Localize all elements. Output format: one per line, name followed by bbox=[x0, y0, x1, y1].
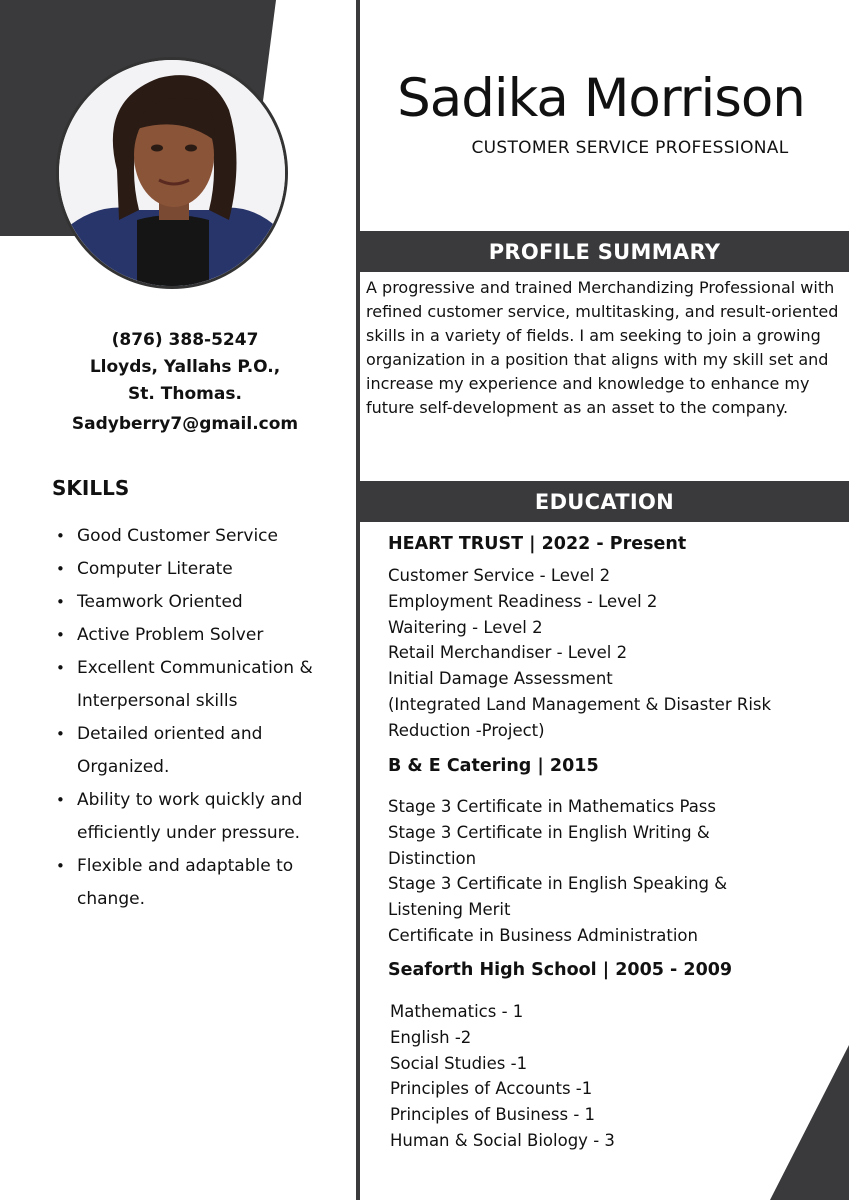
education-line: Principles of Business - 1 bbox=[390, 1105, 596, 1125]
education-line: Employment Readiness - Level 2 bbox=[388, 591, 658, 611]
education-line: Stage 3 Certificate in Mathematics Pass bbox=[388, 797, 716, 816]
skills-list bbox=[46, 520, 346, 916]
education-line: Retail Merchandiser - Level 2 bbox=[388, 643, 628, 663]
contact-phone: (876) 388-5247 bbox=[111, 330, 259, 350]
profile-photo bbox=[56, 57, 288, 289]
skill-item: • Excellent Communication & Interpersonal skills bbox=[46, 652, 346, 718]
education-entry-details bbox=[388, 794, 828, 949]
education-entry-heading: B & E Catering | 2015 bbox=[388, 756, 599, 776]
skill-item: • Active Problem Solver bbox=[46, 619, 346, 652]
skill-item: • Ability to work quickly and efficiently under pressure. bbox=[46, 784, 346, 850]
education-line: English -2 bbox=[390, 1027, 472, 1047]
education-line: Stage 3 Certificate in English Writing & bbox=[388, 822, 710, 842]
education-line: Reduction -Project) bbox=[388, 720, 545, 740]
education-line: Distinction bbox=[388, 848, 477, 868]
contact-email: Sadyberry7@gmail.com bbox=[71, 414, 299, 434]
skill-item: • Teamwork Oriented bbox=[46, 586, 346, 619]
education-line: Principles of Accounts -1 bbox=[390, 1079, 593, 1099]
skill-item: • Detailed oriented and Organized. bbox=[46, 718, 346, 784]
skills-heading: SKILLS bbox=[52, 476, 130, 500]
education-line: Stage 3 Certificate in English Speaking & bbox=[388, 874, 728, 894]
column-divider bbox=[356, 0, 360, 1200]
education-line: (Integrated Land Management & Disaster Risk bbox=[388, 694, 772, 714]
education-entry-heading: HEART TRUST | 2022 - Present bbox=[388, 534, 687, 554]
education-line: Listening Merit bbox=[388, 900, 511, 920]
contact-address-line1: Lloyds, Yallahs P.O., bbox=[89, 357, 281, 377]
candidate-name: Sadika Morrison bbox=[397, 68, 805, 129]
education-entry-heading: Seaforth High School | 2005 - 2009 bbox=[388, 960, 733, 980]
contact-block bbox=[30, 327, 340, 438]
contact-address-line2: St. Thomas. bbox=[128, 384, 242, 404]
education-line: Customer Service - Level 2 bbox=[388, 566, 611, 585]
education-line: Mathematics - 1 bbox=[390, 1002, 524, 1021]
skill-item: • Flexible and adaptable to change. bbox=[46, 850, 346, 916]
profile-summary-heading: PROFILE SUMMARY bbox=[360, 231, 849, 272]
education-line: Certificate in Business Administration bbox=[388, 925, 698, 945]
education-entry-details bbox=[388, 563, 843, 744]
profile-summary-text: A progressive and trained Merchandizing Professional with refined customer service, multitasking, and result-oriented skills in a variety of fields. I am seeking to join a growing organization in a position that aligns with my skill set and increase my experience and knowledge to enhance my future self-development as an asset to the company. bbox=[366, 278, 839, 417]
education-line: Waitering - Level 2 bbox=[388, 617, 543, 637]
education-heading: EDUCATION bbox=[360, 481, 849, 522]
person-portrait-icon bbox=[59, 60, 285, 286]
skill-item: • Good Customer Service bbox=[46, 520, 346, 553]
education-line: Human & Social Biology - 3 bbox=[390, 1130, 615, 1150]
skill-item: • Computer Literate bbox=[46, 553, 346, 586]
education-line: Social Studies -1 bbox=[390, 1053, 528, 1073]
candidate-role: CUSTOMER SERVICE PROFESSIONAL bbox=[471, 138, 789, 158]
education-entry-details bbox=[390, 999, 830, 1154]
education-line: Initial Damage Assessment bbox=[388, 669, 613, 689]
